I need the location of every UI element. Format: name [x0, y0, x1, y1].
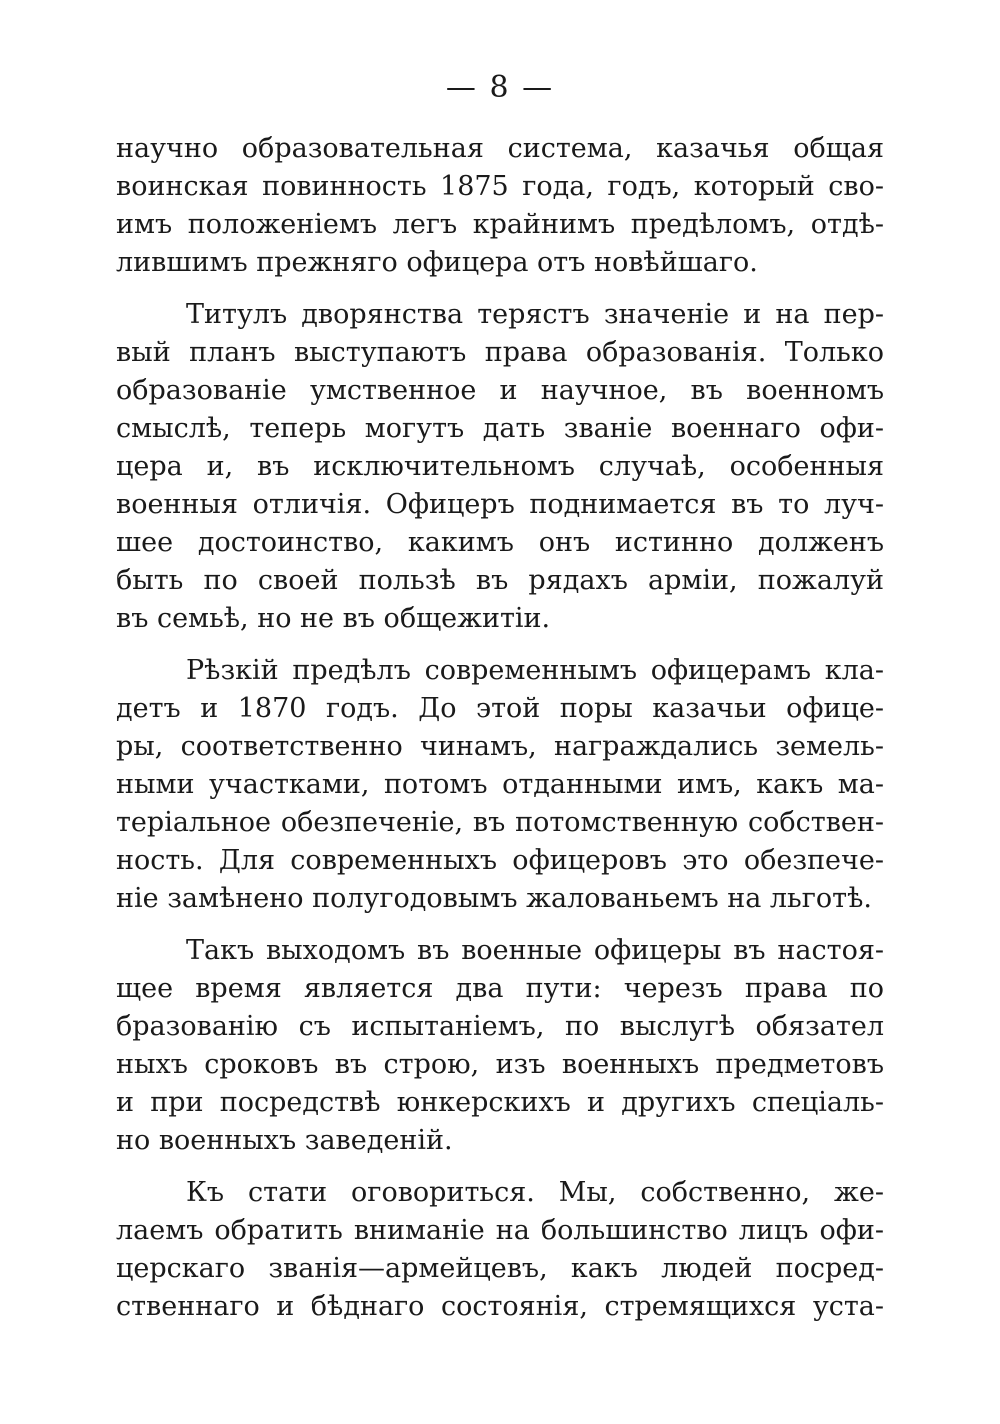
text-line: Такъ выходомъ въ военные офицеры въ настоя-: [186, 935, 884, 966]
text-line: лившимъ прежняго офицера отъ новѣйшаго.: [116, 247, 758, 278]
page-number: — 8 —: [445, 70, 555, 105]
text-line: детъ и 1870 годъ. До этой поры казачьи офице-: [116, 693, 884, 724]
text-line: терiальное обезпеченiе, въ потомственную собствен-: [116, 807, 884, 838]
text-line: вый планъ выступаютъ права образованiя. Только: [116, 337, 884, 368]
text-line: ныхъ сроковъ въ строю, изъ военныхъ предметовъ: [116, 1049, 884, 1080]
text-line: образованiе умственное и научное, въ военномъ: [116, 375, 884, 406]
text-line: цера и, въ исключительномъ случаѣ, особенныя: [116, 451, 884, 482]
text-line: научно образовательная система, казачья общая: [116, 133, 884, 164]
text-line: военныя отличiя. Офицеръ поднимается въ то луч-: [116, 489, 884, 520]
text-line: Къ стати оговориться. Мы, собственно, же-: [186, 1177, 884, 1208]
text-line: ры, соответственно чинамъ, награждались земель-: [116, 731, 884, 762]
text-line: шее достоинство, какимъ онъ истинно долженъ: [116, 527, 884, 558]
text-line: смыслѣ, теперь могутъ дать званiе военнаго офи-: [116, 413, 884, 444]
text-line: быть по своей пользѣ въ рядахъ армiи, пожалуй: [116, 565, 884, 596]
text-line: бразованiю съ испытанiемъ, по выслугѣ обязател: [116, 1011, 884, 1042]
text-line: но военныхъ заведенiй.: [116, 1125, 453, 1156]
text-line: ственнаго и бѣднаго состоянiя, стремящихся уста-: [116, 1291, 884, 1322]
text-line: щее время является два пути: черезъ права по: [116, 973, 884, 1004]
text-line: въ семьѣ, но не въ общежитiи.: [116, 603, 551, 634]
text-line: церскаго званiя—армейцевъ, какъ людей посред-: [116, 1253, 884, 1284]
text-line: нiе замѣнено полугодовымъ жалованьемъ на льготѣ.: [116, 883, 872, 914]
text-line: воинская повинность 1875 года, годъ, который сво-: [116, 171, 884, 202]
text-line: имъ положенiемъ легъ крайнимъ предѣломъ, отдѣ-: [116, 209, 884, 240]
text-line: и при посредствѣ юнкерскихъ и другихъ спецiаль-: [116, 1087, 884, 1118]
text-line: Титулъ дворянства терястъ значенiе и на пер-: [186, 299, 884, 330]
text-line: Рѣзкiй предѣлъ современнымъ офицерамъ кла-: [186, 655, 884, 686]
text-line: ность. Для современныхъ офицеровъ это обезпече-: [116, 845, 884, 876]
text-line: лаемъ обратить вниманiе на большинство лицъ офи-: [116, 1215, 884, 1246]
text-line: ными участками, потомъ отданными имъ, какъ ма-: [116, 769, 884, 800]
